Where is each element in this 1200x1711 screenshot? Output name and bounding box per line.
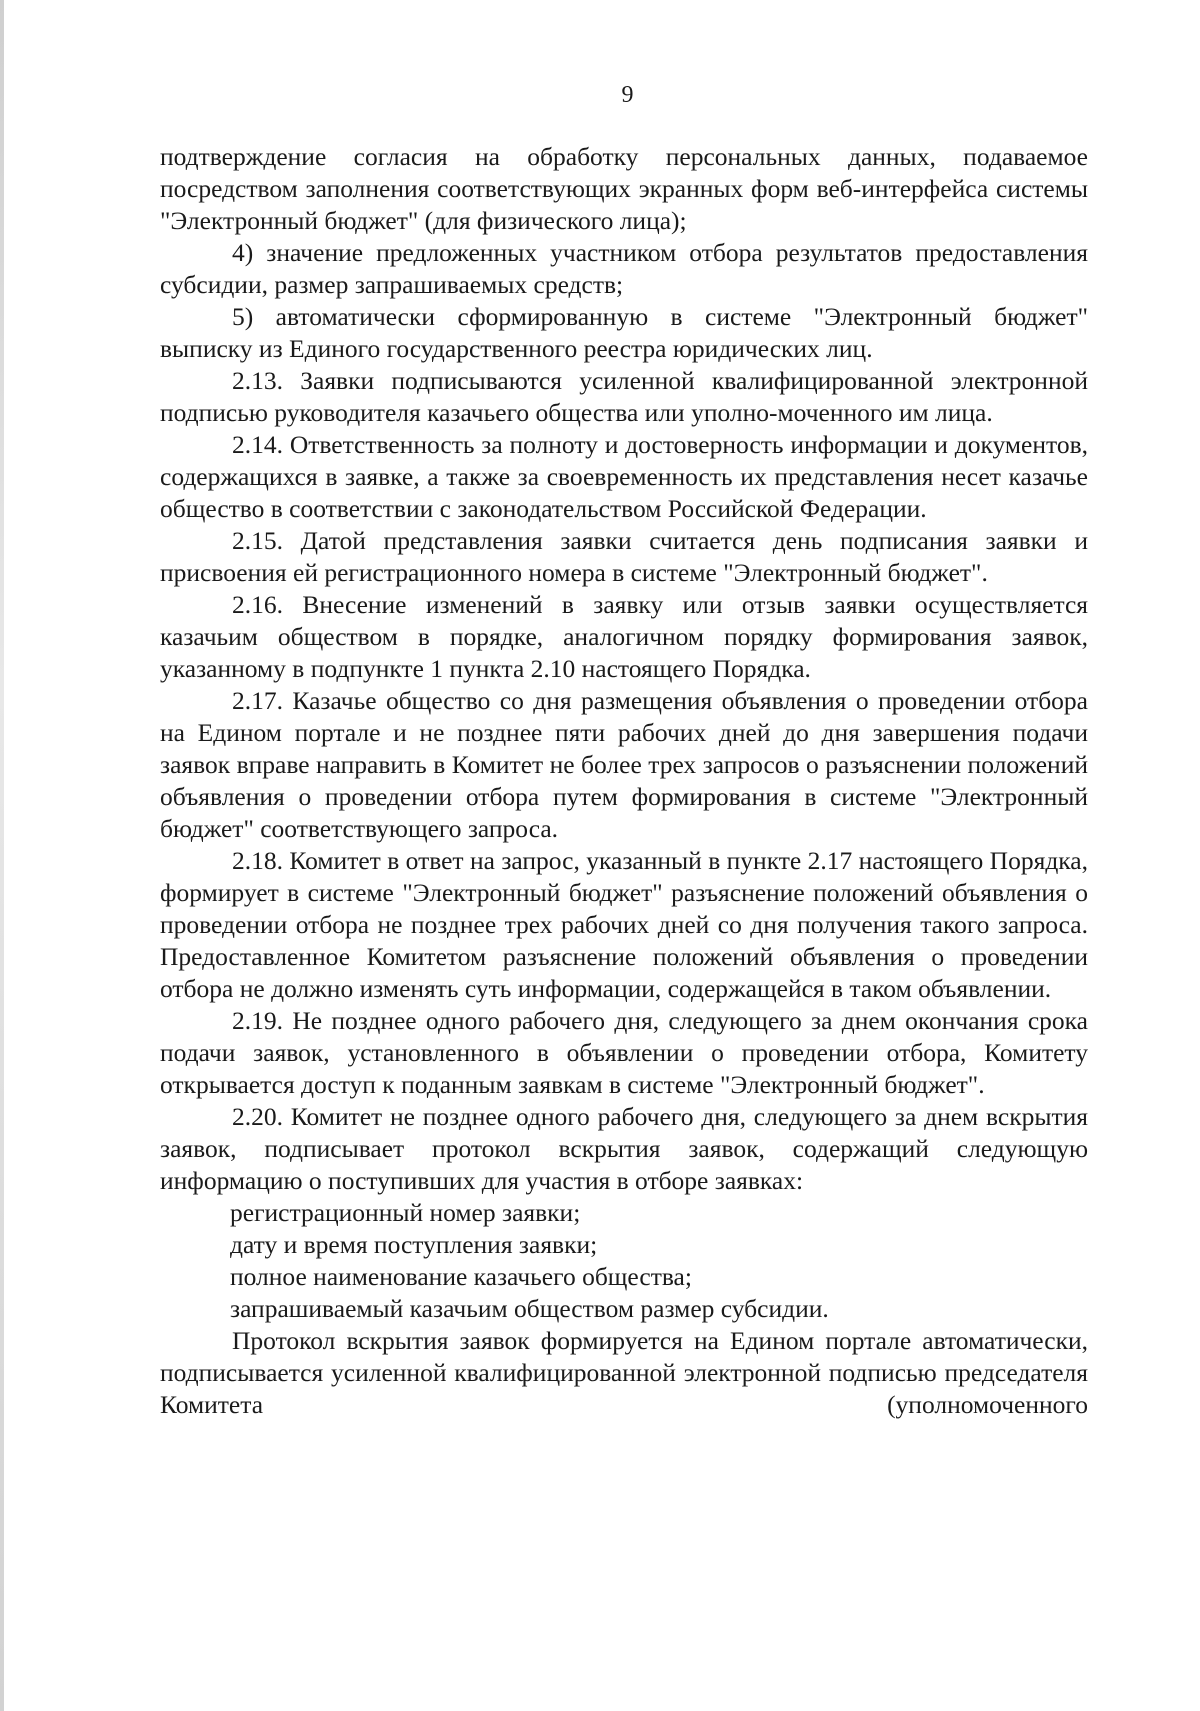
paragraph-item-4: 4) значение предложенных участником отбора результатов предоставления субсидии, размер запрашиваемых средств;	[160, 238, 1088, 299]
paragraph-item-5: 5) автоматически сформированную в системе "Электронный бюджет" выписку из Единого государственного реестра юридических лиц.	[160, 302, 1088, 363]
list-item-subsidy-amount: запрашиваемый казачьим обществом размер субсидии.	[230, 1294, 829, 1323]
scan-edge	[0, 0, 4, 1711]
paragraph-consent: подтверждение согласия на обработку персональных данных, подаваемое посредством заполнения соответствующих экранных форм веб-интерфейса системы "Электронный бюджет" (для физического лица);	[160, 142, 1088, 235]
paragraph-2-13: 2.13. Заявки подписываются усиленной квалифицированной электронной подписью руководителя казачьего общества или уполно-моченного им лица.	[160, 366, 1088, 427]
paragraph-2-15: 2.15. Датой представления заявки считается день подписания заявки и присвоения ей регистрационного номера в системе "Электронный бюджет".	[160, 526, 1088, 587]
list-item-date-time: дату и время поступления заявки;	[230, 1230, 598, 1259]
document-body	[160, 141, 1088, 1421]
paragraph-2-19: 2.19. Не позднее одного рабочего дня, следующего за днем окончания срока подачи заявок, установленного в объявлении о проведении отбора, Комитету открывается доступ к поданным заявкам в системе "Электронный бюджет".	[160, 1006, 1088, 1099]
paragraph-2-20: 2.20. Комитет не позднее одного рабочего дня, следующего за днем вскрытия заявок, подписывает протокол вскрытия заявок, содержащий следующую информацию о поступивших для участия в отборе заявках:	[160, 1102, 1088, 1195]
page-number: 9	[621, 82, 634, 108]
list-item-registration-number: регистрационный номер заявки;	[230, 1198, 581, 1227]
paragraph-2-14: 2.14. Ответственность за полноту и достоверность информации и документов, содержащихся в заявке, а также за своевременность их представления несет казачье общество в соответствии с законодательством Российской Федерации.	[160, 430, 1088, 523]
paragraph-2-17: 2.17. Казачье общество со дня размещения объявления о проведении отбора на Едином портале и не позднее пяти рабочих дней до дня завершения подачи заявок вправе направить в Комитет не более трех запросов о разъяснении положений объявления о проведении отбора путем формирования в системе "Электронный бюджет" соответствующего запроса.	[160, 686, 1088, 843]
paragraph-2-16: 2.16. Внесение изменений в заявку или отзыв заявки осуществляется казачьим обществом в порядке, аналогичном порядку формирования заявок, указанному в подпункте 1 пункта 2.10 настоящего Порядка.	[160, 590, 1088, 683]
list-item-full-name: полное наименование казачьего общества;	[230, 1262, 692, 1291]
paragraph-protocol: Протокол вскрытия заявок формируется на Едином портале автоматически, подписывается усиленной квалифицированной электронной подписью председателя Комитета (уполномоченного	[160, 1326, 1088, 1419]
paragraph-2-18: 2.18. Комитет в ответ на запрос, указанный в пункте 2.17 настоящего Порядка, формирует в системе "Электронный бюджет" разъяснение положений объявления о проведении отбора не позднее трех рабочих дней со дня получения такого запроса. Предоставленное Комитетом разъяснение положений объявления о проведении отбора не должно изменять суть информации, содержащейся в таком объявлении.	[160, 846, 1088, 1003]
